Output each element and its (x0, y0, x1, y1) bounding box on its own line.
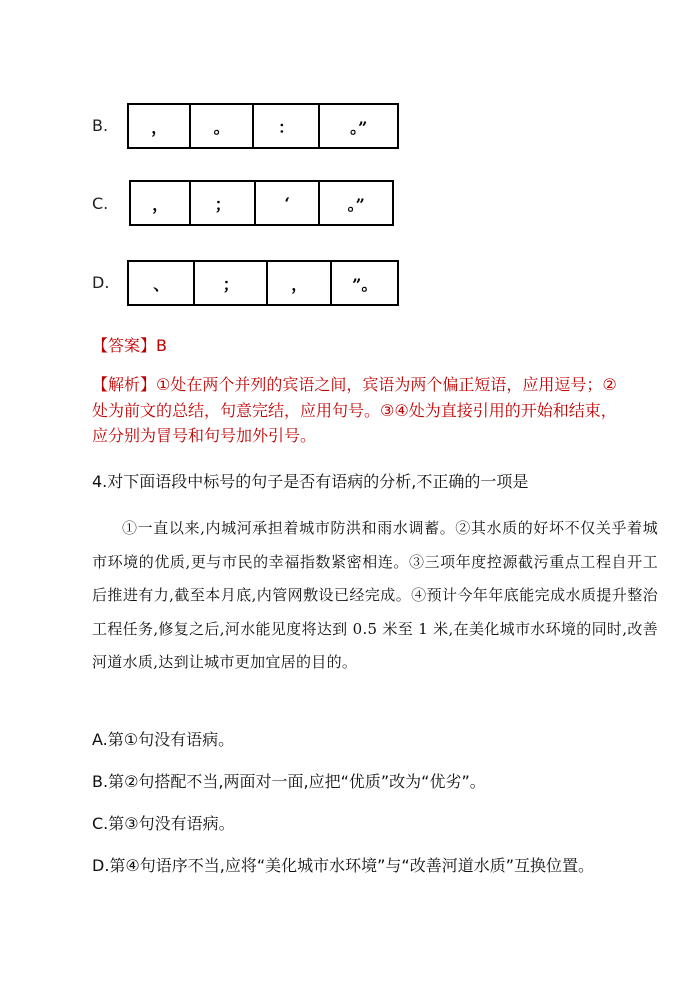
option-b-cell-4: 。” (319, 104, 398, 148)
option-b-cell-2: 。 (190, 104, 252, 148)
analysis-text: ①处在两个并列的宾语之间，宾语为两个偏正短语，应用逗号；②处为前文的总结，句意完结，应用句号。③④处为直接引用的开始和结束，应分别为冒号和句号加外引号。 (92, 375, 617, 445)
option-c-cell-1: ， (130, 181, 190, 225)
option-b-cell-3: ： (253, 104, 319, 148)
option-c-cell-2: ； (190, 181, 254, 225)
choice-a: A.第①句没有语病。 (92, 730, 235, 749)
option-c-table (129, 180, 394, 226)
option-b-table (127, 103, 399, 149)
analysis-paragraph (92, 372, 632, 449)
analysis-bracket-label: 【解析】 (92, 375, 157, 394)
choice-b: B.第②句搭配不当,两面对一面,应把“优质”改为“优劣”。 (92, 772, 486, 791)
option-c-cell-4: 。” (319, 181, 393, 225)
option-d-table (127, 260, 399, 306)
question-passage: ①一直以来,内城河承担着城市防洪和雨水调蓄。②其水质的好坏不仅关乎着城市环境的优质,更与市民的幸福指数紧密相连。③三项年度控源截污重点工程自开工后推进有力,截至本月底,内管网敷设已经完成。④预计今年年底能完成水质提升整治工程任务,修复之后,河水能见度将达到 0.5 米至 1 米,在美化城市水环境的同时,改善河道水质,达到让城市更加宜居的目的。 (92, 519, 658, 671)
answer-value: B (156, 336, 167, 355)
option-d-cell-2: ； (194, 261, 267, 305)
option-c-label: C. (92, 194, 109, 213)
option-b-cell-1: ， (128, 104, 190, 148)
option-d-label: D. (92, 273, 110, 292)
option-d-cell-4: ”。 (331, 261, 398, 305)
answer-bracket-label: 【答案】 (92, 336, 157, 355)
question-4-stem: 4.对下面语段中标号的句子是否有语病的分析,不正确的一项是 (92, 472, 529, 491)
option-d-cell-3: ， (267, 261, 331, 305)
choice-c: C.第③句没有语病。 (92, 814, 235, 833)
answer-line (92, 333, 167, 356)
option-c-cell-3: ‘ (255, 181, 319, 225)
option-b-label: B. (92, 116, 109, 135)
option-d-cell-1: 、 (128, 261, 194, 305)
choice-d: D.第④句语序不当,应将“美化城市水环境”与“改善河道水质”互换位置。 (92, 856, 594, 875)
